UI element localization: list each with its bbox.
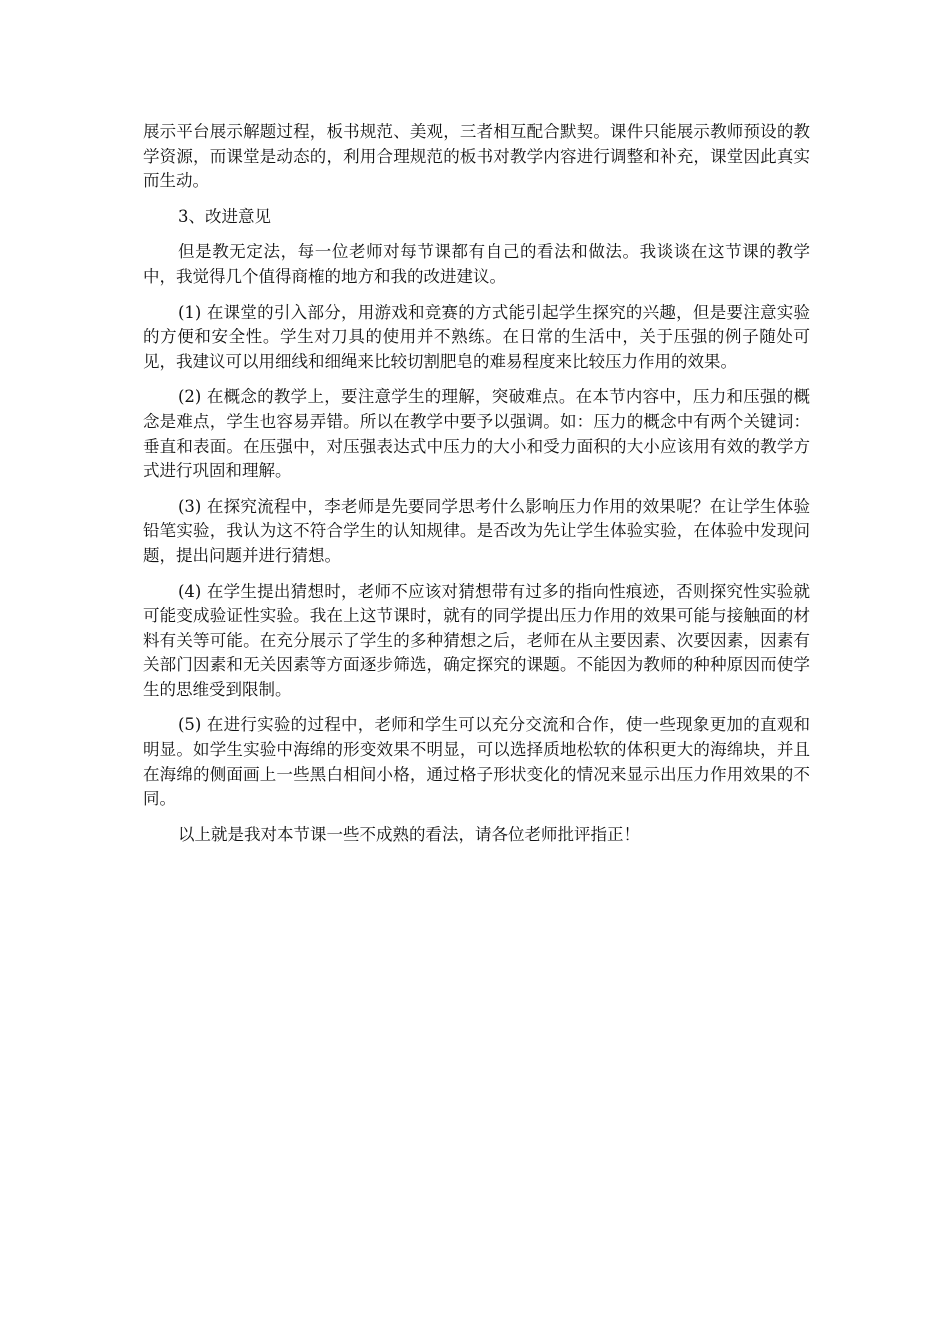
paragraph-intro-continuation: 展示平台展示解题过程，板书规范、美观，三者相互配合默契。课件只能展示教师预设的教学资源，而课堂是动态的，利用合理规范的板书对教学内容进行调整和补充，课堂因此真实而生动。 [143,122,810,191]
paragraph-suggestion-4: (4) 在学生提出猜想时，老师不应该对猜想带有过多的指向性痕迹，否则探究性实验就可能变成验证性实验。我在上这节课时，就有的同学提出压力作用的效果可能与接触面的材料有关等可能。在充分展示了学生的多种猜想之后，老师在从主要因素、次要因素，因素有关部门因素和无关因素等方面逐步筛选，确定探究的课题。不能因为教师的种种原因而使学生的思维受到限制。 [143,581,810,699]
paragraph-closing: 以上就是我对本节课一些不成熟的看法，请各位老师批评指正！ [178,824,640,844]
section-heading-improvement: 3、改进意见 [178,206,271,226]
paragraph-improvement-intro: 但是教无定法，每一位老师对每节课都有自己的看法和做法。我谈谈在这节课的教学中，我觉得几个值得商榷的地方和我的改进建议。 [143,242,810,286]
paragraph-suggestion-3: (3) 在探究流程中，李老师是先要同学思考什么影响压力作用的效果呢？在让学生体验铅笔实验，我认为这不符合学生的认知规律。是否改为先让学生体验实验，在体验中发现问题，提出问题并进行猜想。 [143,496,810,565]
paragraph-suggestion-1: (1) 在课堂的引入部分，用游戏和竞赛的方式能引起学生探究的兴趣，但是要注意实验的方便和安全性。学生对刀具的使用并不熟练。在日常的生活中，关于压强的例子随处可见，我建议可以用细线和细绳来比较切割肥皂的难易程度来比较压力作用的效果。 [143,302,810,371]
document-body [143,120,810,858]
paragraph-suggestion-5: (5) 在进行实验的过程中，老师和学生可以充分交流和合作，使一些现象更加的直观和明显。如学生实验中海绵的形变效果不明显，可以选择质地松软的体积更大的海绵块，并且在海绵的侧面画上一些黑白相间小格，通过格子形状变化的情况来显示出压力作用效果的不同。 [143,715,810,809]
paragraph-suggestion-2: (2) 在概念的教学上，要注意学生的理解，突破难点。在本节内容中，压力和压强的概念是难点，学生也容易弄错。所以在教学中要予以强调。如：压力的概念中有两个关键词：垂直和表面。在压强中，对压强表达式中压力的大小和受力面积的大小应该用有效的教学方式进行巩固和理解。 [143,387,810,481]
